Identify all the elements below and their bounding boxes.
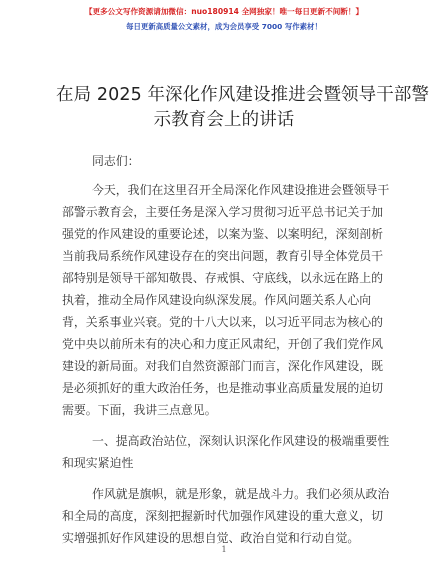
- page-number: 1: [221, 545, 227, 554]
- paragraph-1-line-10: 是必须抓好的重大政治任务，也是推动事业高质量发展的迫切: [62, 381, 384, 395]
- paragraph-2-line-3: 实增强抓好作风建设的思想自觉、政治自觉和行动自觉。: [62, 531, 360, 545]
- paragraph-1-line-7: 背，关系事业兴衰。党的十八大以来，以习近平同志为核心的: [62, 315, 384, 329]
- section-heading-1-line-2: 和现实紧迫性: [62, 456, 134, 470]
- paragraph-2-line-1: 作风就是旗帜，就是形象，就是战斗力。我们必须从政治: [92, 487, 390, 501]
- paragraph-1-line-4: 当前我局系统作风建设存在的突出问题，教育引导全体党员干: [62, 249, 384, 263]
- paragraph-1-line-5: 部特别是领导干部知敬畏、存戒惧、守底线，以永远在路上的: [62, 271, 384, 285]
- paragraph-1-line-2: 部警示教育会，主要任务是深入学习贯彻习近平总书记关于加: [62, 205, 384, 219]
- paragraph-1-line-3: 强党的作风建设的重要论述，以案为鉴、以案明纪，深刻剖析: [62, 227, 384, 241]
- paragraph-1-line-9: 建设的新局面。对我们自然资源部门而言，深化作风建设，既: [62, 359, 384, 373]
- paragraph-1-line-8: 党中央以前所未有的决心和力度正风肃纪，开创了我们党作风: [62, 337, 384, 351]
- salutation: 同志们：: [92, 154, 140, 168]
- paragraph-1-line-11: 需要。下面，我讲三点意见。: [62, 403, 217, 417]
- promo-banner-line-1: 【更多公文写作资源请加微信：nuo180914 全网独家！唯一每日更新不间断！】: [84, 7, 364, 16]
- paragraph-1-line-6: 执着，推动全局作风建设向纵深发展。作风问题关系人心向: [62, 293, 372, 307]
- paragraph-1-line-1: 今天，我们在这里召开全局深化作风建设推进会暨领导干: [92, 183, 390, 197]
- document-title: [56, 83, 430, 133]
- document-title-line-1: 在局 2025 年深化作风建设推进会暨领导干部警: [56, 85, 430, 105]
- section-heading-1-line-1: 一、提高政治站位，深刻认识深化作风建设的极端重要性: [92, 434, 390, 448]
- document-title-line-2: 示教育会上的讲话: [153, 110, 295, 130]
- paragraph-2-line-2: 和全局的高度，深刻把握新时代加强作风建设的重大意义，切: [62, 509, 384, 523]
- promo-banner-line-2: 每日更新高质量公文素材，成为会员享受 7000 写作素材！: [126, 22, 322, 31]
